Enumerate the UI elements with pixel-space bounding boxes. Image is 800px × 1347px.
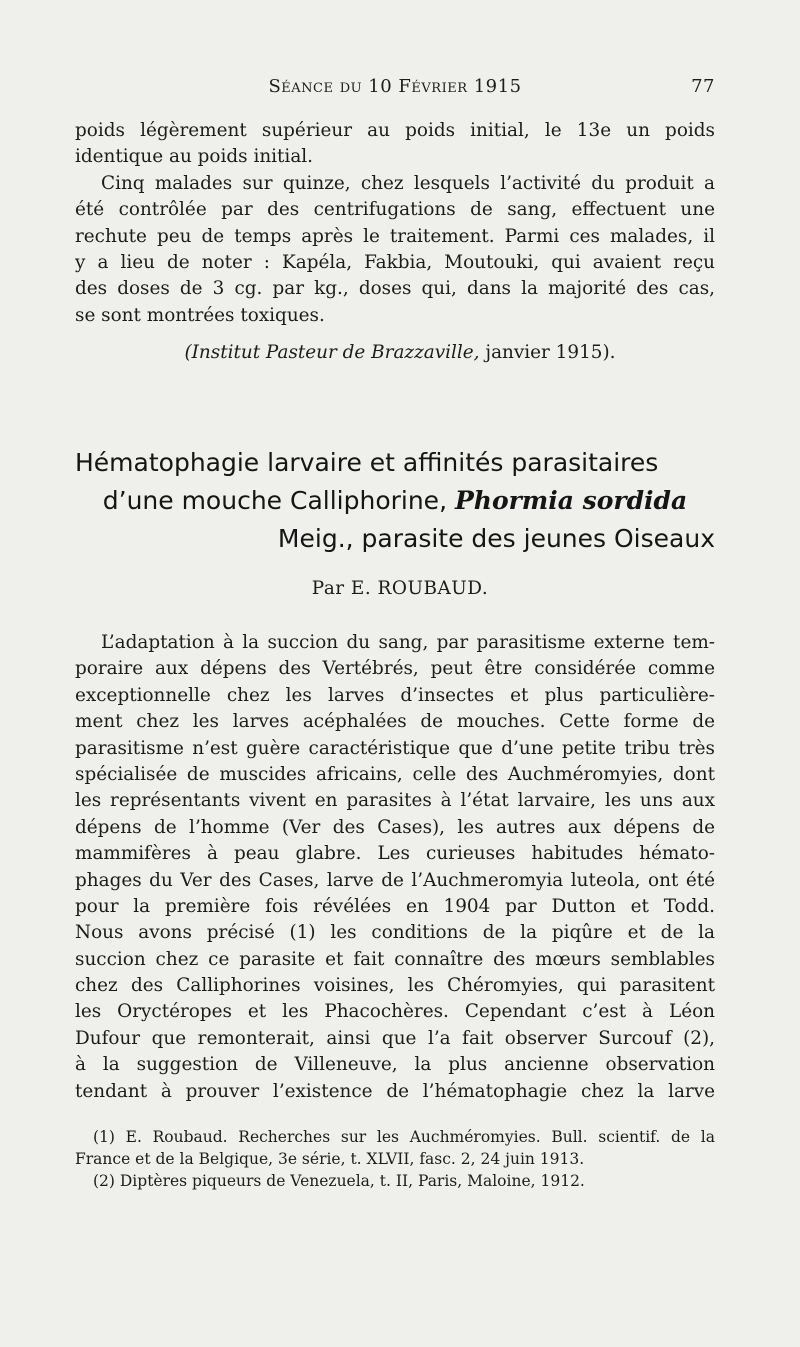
species-name: Phormia sordida	[454, 486, 688, 515]
text-line: succion chez ce parasite et fait connaître des mœurs semblables	[75, 948, 715, 970]
text-line: été contrôlée par des centrifugations de sang, effectuent une	[75, 199, 715, 221]
text-line: ment chez les larves acéphalées de mouches. Cette forme de	[75, 711, 715, 733]
title-line-3: Meig., parasite des jeunes Oiseaux	[277, 524, 715, 553]
text-line: Cinq malades sur quinze, chez lesquels l’activité du produit a	[101, 172, 715, 194]
text-line: les représentants vivent en parasites à l’état larvaire, les uns aux	[75, 790, 715, 812]
title-line-1: Hématophagie larvaire et affinités parasitaires	[75, 448, 659, 477]
article-title	[75, 444, 715, 558]
text-line: se sont montrées toxiques.	[75, 304, 325, 326]
title-line-2	[75, 482, 715, 520]
running-title: Séance du 10 Février 1915	[268, 76, 522, 97]
previous-article-text	[75, 118, 715, 329]
text-line: tendant à prouver l’existence de l’hématophagie chez la larve	[75, 1080, 715, 1102]
text-line: spécialisée de muscides africains, celle des Auchméromyies, dont	[75, 763, 715, 785]
text-line: identique au poids initial.	[75, 146, 314, 168]
text-line: y a lieu de noter : Kapéla, Fakbia, Moutouki, qui avaient reçu	[75, 251, 715, 273]
text-line: poraire aux dépens des Vertébrés, peut être considérée comme	[75, 658, 715, 680]
text-line: poids légèrement supérieur au poids initial, le 13e un poids	[75, 120, 715, 141]
text-line: mammifères à peau glabre. Les curieuses habitudes hémato-	[75, 843, 715, 865]
page-number: 77	[691, 76, 715, 97]
text-line: chez des Calliphorines voisines, les Chéromyies, qui parasitent	[75, 975, 715, 997]
footnote-2: (2) Diptères piqueurs de Venezuela, t. II, Paris, Maloine, 1912.	[93, 1172, 585, 1190]
institute-citation	[0, 342, 800, 363]
text-line: dépens de l’homme (Ver des Cases), les autres aux dépens de	[75, 816, 715, 838]
text-line: phages du Ver des Cases, larve de l’Auchmeromyia luteola, ont été	[75, 869, 715, 891]
author-byline: Par E. ROUBAUD.	[311, 578, 489, 599]
text-line: à la suggestion de Villeneuve, la plus ancienne observation	[75, 1054, 715, 1076]
text-line: L’adaptation à la succion du sang, par parasitisme externe tem-	[101, 632, 715, 653]
text-line: rechute peu de temps après le traitement. Parmi ces malades, il	[75, 225, 715, 247]
footnotes	[75, 1126, 715, 1192]
title-line-2-text: d’une mouche Calliphorine,	[102, 486, 455, 515]
text-line: Nous avons précisé (1) les conditions de la piqûre et de la	[75, 922, 715, 944]
citation-date: janvier 1915).	[479, 342, 616, 363]
article-body	[75, 630, 715, 1105]
text-line: les Oryctéropes et les Phacochères. Cependant c’est à Léon	[75, 1001, 715, 1023]
text-line: Dufour que remonterait, ainsi que l’a fait observer Surcouf (2),	[75, 1027, 715, 1049]
citation-institute: (Institut Pasteur de Brazzaville,	[184, 342, 480, 363]
text-line: exceptionnelle chez les larves d’insectes et plus particulière-	[75, 684, 715, 706]
text-line: des doses de 3 cg. par kg., doses qui, dans la majorité des cas,	[75, 278, 715, 300]
running-head	[75, 76, 715, 102]
text-line: parasitisme n’est guère caractéristique que d’une petite tribu très	[75, 737, 715, 759]
footnote-1-cont: France et de la Belgique, 3e série, t. XLVII, fasc. 2, 24 juin 1913.	[75, 1150, 585, 1168]
footnote-1: (1) E. Roubaud. Recherches sur les Auchméromyies. Bull. scientif. de la	[93, 1128, 715, 1146]
text-line: pour la première fois révélées en 1904 par Dutton et Todd.	[75, 895, 715, 917]
